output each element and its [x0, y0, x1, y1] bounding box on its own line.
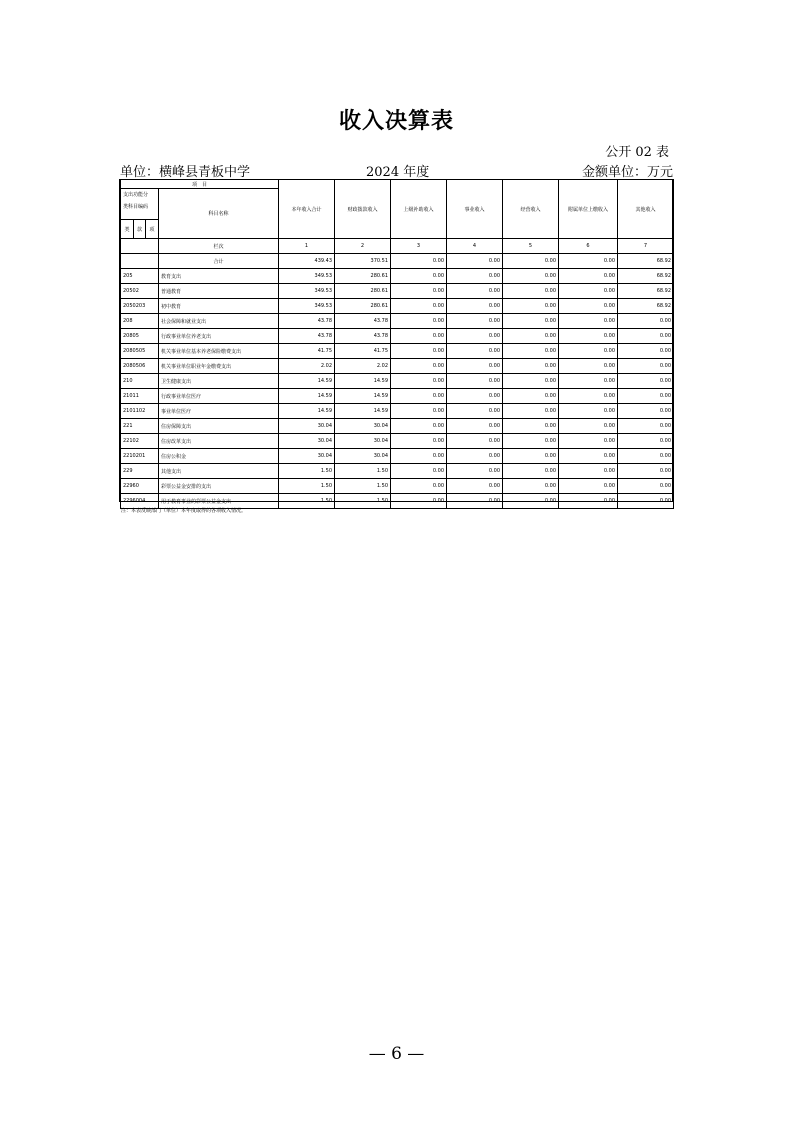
value-cell: 0.00	[447, 404, 503, 419]
page-number: — 6 —	[368, 1044, 425, 1064]
value-cell: 0.00	[447, 434, 503, 449]
table-row	[121, 449, 674, 464]
value-cell: 0.00	[618, 329, 674, 344]
subject-code: 21011	[121, 389, 159, 404]
table-row	[121, 389, 674, 404]
value-cell: 0.00	[391, 434, 447, 449]
subject-name: 卫生健康支出	[159, 374, 279, 389]
value-cell: 0.00	[391, 299, 447, 314]
col-header-7: 其他收入	[618, 180, 674, 239]
value-cell: 0.00	[503, 449, 559, 464]
col-number-row	[121, 239, 674, 254]
subject-name: 彩票公益金安排的支出	[159, 479, 279, 494]
meta-row	[120, 161, 673, 179]
subject-code: 2210201	[121, 449, 159, 464]
value-cell: 0.00	[503, 419, 559, 434]
value-cell: 0.00	[618, 419, 674, 434]
value-cell: 0.00	[503, 269, 559, 284]
value-cell: 68.92	[618, 284, 674, 299]
value-cell: 0.00	[618, 344, 674, 359]
value-cell: 0.00	[391, 464, 447, 479]
subject-code: 2101102	[121, 404, 159, 419]
value-cell: 0.00	[559, 314, 618, 329]
value-cell: 14.59	[279, 404, 335, 419]
table-row	[121, 299, 674, 314]
value-cell: 280.61	[335, 269, 391, 284]
value-cell: 0.00	[618, 464, 674, 479]
subject-name: 住房公积金	[159, 449, 279, 464]
subject-code: 20502	[121, 284, 159, 299]
value-cell: 0.00	[503, 494, 559, 509]
value-cell: 0.00	[618, 314, 674, 329]
value-cell: 0.00	[391, 419, 447, 434]
value-cell: 280.61	[335, 299, 391, 314]
subject-code: 2050203	[121, 299, 159, 314]
value-cell: 0.00	[447, 284, 503, 299]
value-cell: 1.50	[335, 464, 391, 479]
total-label: 合计	[159, 254, 279, 269]
value-cell: 14.59	[335, 404, 391, 419]
value-cell: 0.00	[503, 404, 559, 419]
value-cell: 0.00	[447, 269, 503, 284]
value-cell: 0.00	[447, 464, 503, 479]
subject-name: 教育支出	[159, 269, 279, 284]
total-cell: 0.00	[559, 254, 618, 269]
table-row	[121, 374, 674, 389]
total-cell: 0.00	[391, 254, 447, 269]
col-number-5: 5	[503, 239, 559, 254]
value-cell: 0.00	[447, 374, 503, 389]
value-cell: 0.00	[391, 314, 447, 329]
total-cell: 439.43	[279, 254, 335, 269]
kuan-header: 款	[134, 220, 146, 239]
value-cell: 0.00	[559, 464, 618, 479]
subject-name: 其他支出	[159, 464, 279, 479]
value-cell: 0.00	[391, 329, 447, 344]
value-cell: 0.00	[503, 314, 559, 329]
subject-name: 社会保障和就业支出	[159, 314, 279, 329]
subject-name: 事业单位医疗	[159, 404, 279, 419]
table-row	[121, 434, 674, 449]
value-cell: 68.92	[618, 269, 674, 284]
value-cell: 0.00	[503, 344, 559, 359]
value-cell: 0.00	[391, 404, 447, 419]
value-cell: 349.53	[279, 284, 335, 299]
value-cell: 1.50	[279, 494, 335, 509]
subject-name: 用于教育事业的彩票公益金支出	[159, 494, 279, 509]
col-number-7: 7	[618, 239, 674, 254]
value-cell: 349.53	[279, 269, 335, 284]
value-cell: 0.00	[503, 434, 559, 449]
subject-code: 210	[121, 374, 159, 389]
value-cell: 0.00	[618, 494, 674, 509]
col-header-5: 经营收入	[503, 180, 559, 239]
value-cell: 68.92	[618, 299, 674, 314]
subject-code: 2080505	[121, 344, 159, 359]
subject-name: 机关事业单位职业年金缴费支出	[159, 359, 279, 374]
value-cell: 0.00	[391, 284, 447, 299]
unit-label: 单位：横峰县青板中学	[120, 165, 251, 180]
table-row	[121, 404, 674, 419]
total-cell: 0.00	[447, 254, 503, 269]
value-cell: 0.00	[559, 374, 618, 389]
subject-code: 20805	[121, 329, 159, 344]
value-cell: 43.78	[279, 329, 335, 344]
year-label: 2024 年度	[366, 165, 430, 180]
table-note: 注：本表反映部门（单位）本年度取得的各项收入情况。	[121, 508, 247, 514]
value-cell: 0.00	[391, 359, 447, 374]
class-code-label: 类科目编码	[123, 204, 149, 210]
value-cell: 0.00	[559, 299, 618, 314]
func-class-header	[121, 189, 159, 220]
col-header-3: 上级补助收入	[391, 180, 447, 239]
value-cell: 0.00	[559, 344, 618, 359]
table-row	[121, 419, 674, 434]
table-row	[121, 284, 674, 299]
value-cell: 0.00	[391, 374, 447, 389]
col-number-3: 3	[391, 239, 447, 254]
col-header-2: 财政拨款收入	[335, 180, 391, 239]
value-cell: 0.00	[559, 359, 618, 374]
value-cell: 0.00	[503, 284, 559, 299]
value-cell: 0.00	[503, 389, 559, 404]
value-cell: 0.00	[559, 434, 618, 449]
subject-code: 229	[121, 464, 159, 479]
subject-code: 22102	[121, 434, 159, 449]
value-cell: 30.04	[335, 419, 391, 434]
value-cell: 0.00	[618, 359, 674, 374]
value-cell: 0.00	[391, 449, 447, 464]
table-row	[121, 344, 674, 359]
subject-code: 221	[121, 419, 159, 434]
value-cell: 0.00	[559, 389, 618, 404]
value-cell: 280.61	[335, 284, 391, 299]
col-number-4: 4	[447, 239, 503, 254]
value-cell: 30.04	[335, 449, 391, 464]
value-cell: 0.00	[618, 404, 674, 419]
subject-code: 208	[121, 314, 159, 329]
value-cell: 0.00	[503, 299, 559, 314]
value-cell: 14.59	[335, 374, 391, 389]
table-row	[121, 359, 674, 374]
project-header: 项 目	[121, 180, 279, 189]
name-header: 科目名称	[159, 189, 279, 239]
value-cell: 14.59	[335, 389, 391, 404]
value-cell: 0.00	[447, 494, 503, 509]
amount-unit-label: 金额单位：万元	[581, 165, 673, 180]
col-number-6: 6	[559, 239, 618, 254]
form-number: 公开 02 表	[605, 145, 669, 160]
value-cell: 0.00	[559, 479, 618, 494]
table-row	[121, 314, 674, 329]
value-cell: 14.59	[279, 374, 335, 389]
subject-name: 行政事业单位养老支出	[159, 329, 279, 344]
value-cell: 0.00	[447, 359, 503, 374]
value-cell: 41.75	[335, 344, 391, 359]
subject-code: 205	[121, 269, 159, 284]
value-cell: 0.00	[447, 419, 503, 434]
total-cell: 370.51	[335, 254, 391, 269]
value-cell: 0.00	[447, 299, 503, 314]
value-cell: 0.00	[559, 329, 618, 344]
table-row	[121, 464, 674, 479]
col-header-1: 本年收入合计	[279, 180, 335, 239]
value-cell: 2.02	[279, 359, 335, 374]
header-row-project	[121, 180, 674, 189]
row-label: 栏次	[159, 239, 279, 254]
col-number-1: 1	[279, 239, 335, 254]
col-header-6: 附属单位上缴收入	[559, 180, 618, 239]
subject-code: 2080506	[121, 359, 159, 374]
income-table	[120, 179, 674, 509]
value-cell: 0.00	[559, 404, 618, 419]
value-cell: 0.00	[618, 479, 674, 494]
value-cell: 0.00	[618, 434, 674, 449]
value-cell: 0.00	[447, 389, 503, 404]
subject-name: 初中教育	[159, 299, 279, 314]
value-cell: 0.00	[618, 389, 674, 404]
table-row	[121, 329, 674, 344]
subject-code: 2296004	[121, 494, 159, 509]
total-cell: 68.92	[618, 254, 674, 269]
value-cell: 14.59	[279, 389, 335, 404]
value-cell: 0.00	[391, 479, 447, 494]
table-row	[121, 479, 674, 494]
value-cell: 349.53	[279, 299, 335, 314]
total-cell: 0.00	[503, 254, 559, 269]
value-cell: 0.00	[447, 329, 503, 344]
value-cell: 0.00	[503, 329, 559, 344]
value-cell: 41.75	[279, 344, 335, 359]
subject-name: 住房改革支出	[159, 434, 279, 449]
value-cell: 0.00	[447, 344, 503, 359]
subject-name: 住房保障支出	[159, 419, 279, 434]
value-cell: 30.04	[279, 419, 335, 434]
value-cell: 0.00	[391, 389, 447, 404]
value-cell: 30.04	[279, 449, 335, 464]
value-cell: 1.50	[335, 479, 391, 494]
value-cell: 1.50	[335, 494, 391, 509]
value-cell: 0.00	[559, 269, 618, 284]
subject-name: 普通教育	[159, 284, 279, 299]
value-cell: 0.00	[559, 494, 618, 509]
col-number-2: 2	[335, 239, 391, 254]
value-cell: 0.00	[559, 419, 618, 434]
value-cell: 0.00	[447, 449, 503, 464]
value-cell: 0.00	[559, 284, 618, 299]
value-cell: 0.00	[618, 374, 674, 389]
value-cell: 43.78	[279, 314, 335, 329]
value-cell: 0.00	[447, 479, 503, 494]
value-cell: 0.00	[503, 374, 559, 389]
value-cell: 0.00	[391, 344, 447, 359]
value-cell: 30.04	[279, 434, 335, 449]
table-row	[121, 269, 674, 284]
value-cell: 2.02	[335, 359, 391, 374]
subject-name: 机关事业单位基本养老保险缴费支出	[159, 344, 279, 359]
lei-header: 类	[121, 220, 134, 239]
value-cell: 43.78	[335, 329, 391, 344]
value-cell: 0.00	[559, 449, 618, 464]
value-cell: 0.00	[447, 314, 503, 329]
col-header-4: 事业收入	[447, 180, 503, 239]
value-cell: 0.00	[503, 359, 559, 374]
value-cell: 30.04	[335, 434, 391, 449]
subject-name: 行政事业单位医疗	[159, 389, 279, 404]
value-cell: 0.00	[618, 449, 674, 464]
value-cell: 0.00	[503, 464, 559, 479]
page-title: 收入决算表	[338, 109, 454, 134]
value-cell: 1.50	[279, 479, 335, 494]
func-class-label: 支出功能分	[123, 192, 149, 198]
value-cell: 0.00	[391, 269, 447, 284]
subject-code: 22960	[121, 479, 159, 494]
total-row	[121, 254, 674, 269]
value-cell: 43.78	[335, 314, 391, 329]
value-cell: 0.00	[503, 479, 559, 494]
xiang-header: 项	[146, 220, 159, 239]
value-cell: 0.00	[391, 494, 447, 509]
value-cell: 1.50	[279, 464, 335, 479]
